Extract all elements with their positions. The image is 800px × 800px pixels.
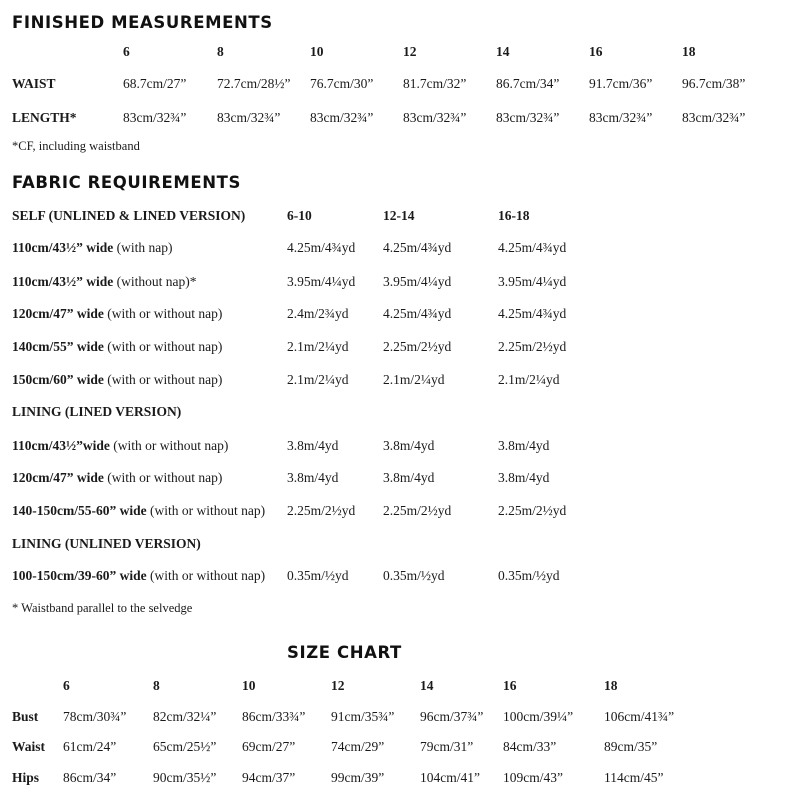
body-measure-cell: 114cm/45”: [604, 770, 664, 785]
size-header: 18: [604, 678, 618, 693]
yardage-cell: 2.1m/2¼yd: [287, 372, 349, 387]
size-header: 16: [503, 678, 517, 693]
yardage-cell: 3.8m/4yd: [287, 438, 339, 453]
fabric-width-label: [12, 274, 197, 290]
body-measure-cell: 61cm/24”: [63, 739, 117, 754]
nap-note: (with or without nap): [103, 339, 223, 354]
measurement-cell: 96.7cm/38”: [682, 76, 746, 91]
size-header: 6: [63, 678, 70, 693]
body-measure-cell: 109cm/43”: [503, 770, 563, 785]
nap-note: (with or without nap): [103, 372, 223, 387]
yardage-cell: 2.25m/2½yd: [287, 503, 356, 518]
body-measure-cell: 96cm/37¾”: [420, 709, 484, 724]
fabric-width: 110cm/43½” wide: [12, 274, 114, 289]
yardage-cell: 4.25m/4¾yd: [287, 240, 356, 255]
body-measure-cell: 104cm/41”: [420, 770, 480, 785]
measurement-cell: 81.7cm/32”: [403, 76, 467, 91]
size-header: 10: [310, 44, 324, 59]
yardage-cell: 2.1m/2¼yd: [498, 372, 560, 387]
body-measure-cell: 91cm/35¾”: [331, 709, 395, 724]
measurement-cell: 83cm/32¾”: [310, 110, 374, 125]
body-measure-cell: 90cm/35½”: [153, 770, 217, 785]
size-header: 14: [420, 678, 434, 693]
yardage-cell: 3.95m/4¼yd: [287, 274, 356, 289]
size-group-header: 16-18: [498, 208, 530, 223]
self-section-header: SELF (UNLINED & LINED VERSION): [12, 208, 246, 223]
yardage-cell: 3.8m/4yd: [383, 470, 435, 485]
body-measure-cell: 106cm/41¾”: [604, 709, 675, 724]
fabric-width: 100-150cm/39-60” wide: [12, 568, 147, 583]
size-group-header: 6-10: [287, 208, 312, 223]
measurement-cell: 83cm/32¾”: [403, 110, 467, 125]
measurement-cell: 76.7cm/30”: [310, 76, 374, 91]
fabric-width: 120cm/47” wide: [12, 306, 104, 321]
yardage-cell: 4.25m/4¾yd: [498, 306, 567, 321]
size-header: 6: [123, 44, 130, 59]
body-measure-cell: 84cm/33”: [503, 739, 557, 754]
body-measure-cell: 99cm/39”: [331, 770, 385, 785]
nap-note: (with or without nap): [103, 306, 223, 321]
fabric-width: 140cm/55” wide: [12, 339, 104, 354]
size-header: 12: [331, 678, 345, 693]
yardage-cell: 3.95m/4¼yd: [383, 274, 452, 289]
yardage-cell: 4.25m/4¾yd: [498, 240, 567, 255]
measurement-cell: 72.7cm/28½”: [217, 76, 291, 91]
size-header: 10: [242, 678, 256, 693]
fabric-width: 120cm/47” wide: [12, 470, 104, 485]
fabric-width-label: [12, 503, 265, 519]
fabric-width: 110cm/43½” wide: [12, 240, 114, 255]
fabric-note: * Waistband parallel to the selvedge: [12, 601, 193, 615]
row-label: WAIST: [12, 76, 56, 91]
size-header: 16: [589, 44, 603, 59]
size-header: 8: [153, 678, 160, 693]
body-measure-cell: 86cm/33¾”: [242, 709, 306, 724]
nap-note: (with nap): [113, 240, 173, 255]
lining-unlined-header: LINING (UNLINED VERSION): [12, 536, 201, 551]
nap-note: (with or without nap): [146, 503, 266, 518]
yardage-cell: 3.8m/4yd: [287, 470, 339, 485]
body-measure-cell: 78cm/30¾”: [63, 709, 127, 724]
body-measure-cell: 82cm/32¼”: [153, 709, 217, 724]
measurement-cell: 83cm/32¾”: [589, 110, 653, 125]
yardage-cell: 2.25m/2½yd: [498, 503, 567, 518]
fabric-width-label: [12, 372, 222, 388]
size-header: 8: [217, 44, 224, 59]
fabric-width-label: [12, 240, 172, 256]
lining-lined-header: LINING (LINED VERSION): [12, 404, 182, 419]
finished-measurements-title: FINISHED MEASUREMENTS: [12, 13, 273, 32]
measurement-cell: 83cm/32¾”: [123, 110, 187, 125]
measurement-cell: 68.7cm/27”: [123, 76, 187, 91]
body-measure-cell: 89cm/35”: [604, 739, 658, 754]
measurement-cell: 83cm/32¾”: [496, 110, 560, 125]
body-measure-cell: 94cm/37”: [242, 770, 296, 785]
fabric-width: 150cm/60” wide: [12, 372, 104, 387]
yardage-cell: 4.25m/4¾yd: [383, 240, 452, 255]
measurement-cell: 86.7cm/34”: [496, 76, 560, 91]
body-measure-cell: 86cm/34”: [63, 770, 117, 785]
yardage-cell: 3.8m/4yd: [383, 438, 435, 453]
row-label: LENGTH*: [12, 110, 77, 125]
body-measure-label: Waist: [12, 739, 46, 754]
size-header: 14: [496, 44, 510, 59]
fabric-width-label: [12, 470, 222, 486]
yardage-cell: 2.25m/2½yd: [383, 503, 452, 518]
body-measure-cell: 79cm/31”: [420, 739, 474, 754]
yardage-cell: 2.1m/2¼yd: [287, 339, 349, 354]
fabric-width-label: [12, 568, 265, 584]
fabric-width-label: [12, 306, 222, 322]
yardage-cell: 3.95m/4¼yd: [498, 274, 567, 289]
yardage-cell: 3.8m/4yd: [498, 470, 550, 485]
yardage-cell: 0.35m/½yd: [287, 568, 349, 583]
measurement-cell: 83cm/32¾”: [682, 110, 746, 125]
fabric-requirements-title: FABRIC REQUIREMENTS: [12, 173, 241, 192]
yardage-cell: 2.25m/2½yd: [498, 339, 567, 354]
fabric-width: 140-150cm/55-60” wide: [12, 503, 147, 518]
fabric-width: 110cm/43½”wide: [12, 438, 110, 453]
body-measure-cell: 69cm/27”: [242, 739, 296, 754]
yardage-cell: 0.35m/½yd: [383, 568, 445, 583]
nap-note: (with or without nap): [146, 568, 266, 583]
yardage-cell: 2.4m/2¾yd: [287, 306, 349, 321]
yardage-cell: 4.25m/4¾yd: [383, 306, 452, 321]
size-header: 12: [403, 44, 417, 59]
yardage-cell: 2.25m/2½yd: [383, 339, 452, 354]
finished-note: *CF, including waistband: [12, 139, 140, 153]
size-group-header: 12-14: [383, 208, 415, 223]
yardage-cell: 0.35m/½yd: [498, 568, 560, 583]
measurement-cell: 83cm/32¾”: [217, 110, 281, 125]
nap-note: (without nap)*: [113, 274, 197, 289]
yardage-cell: 2.1m/2¼yd: [383, 372, 445, 387]
fabric-width-label: [12, 339, 222, 355]
yardage-cell: 3.8m/4yd: [498, 438, 550, 453]
size-header: 18: [682, 44, 696, 59]
body-measure-label: Bust: [12, 709, 39, 724]
body-measure-label: Hips: [12, 770, 40, 785]
nap-note: (with or without nap): [103, 470, 223, 485]
measurement-cell: 91.7cm/36”: [589, 76, 653, 91]
fabric-width-label: [12, 438, 228, 454]
body-measure-cell: 65cm/25½”: [153, 739, 217, 754]
nap-note: (with or without nap): [109, 438, 229, 453]
body-measure-cell: 100cm/39¼”: [503, 709, 574, 724]
body-measure-cell: 74cm/29”: [331, 739, 385, 754]
size-chart-title: SIZE CHART: [287, 643, 402, 662]
